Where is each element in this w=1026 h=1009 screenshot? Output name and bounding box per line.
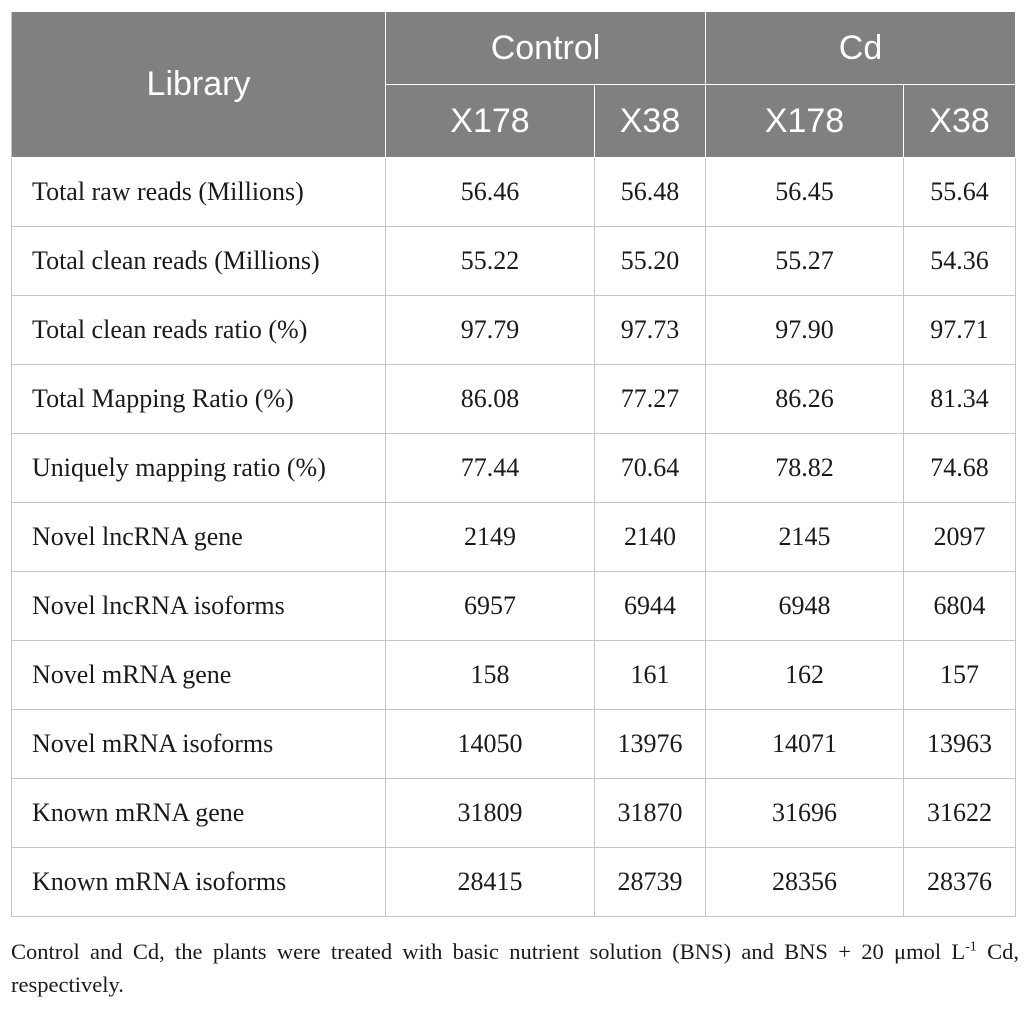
data-table [11, 11, 1016, 917]
table-cell: 55.20 [595, 227, 706, 296]
table-cell: 2140 [595, 503, 706, 572]
table-cell: 56.46 [386, 158, 595, 227]
table-cell: 2149 [386, 503, 595, 572]
table-cell: 28415 [386, 848, 595, 917]
table-cell: 77.27 [595, 365, 706, 434]
table-cell: 31809 [386, 779, 595, 848]
row-label: Uniquely mapping ratio (%) [12, 434, 386, 503]
table-cell: 161 [595, 641, 706, 710]
header-row-groups [12, 12, 1016, 85]
table-cell: 74.68 [904, 434, 1016, 503]
table-cell: 28739 [595, 848, 706, 917]
table-cell: 14050 [386, 710, 595, 779]
table-cell: 31870 [595, 779, 706, 848]
table-row [12, 710, 1016, 779]
table-cell: 28376 [904, 848, 1016, 917]
table-row [12, 158, 1016, 227]
table-cell: 55.64 [904, 158, 1016, 227]
row-label: Novel lncRNA gene [12, 503, 386, 572]
table-cell: 157 [904, 641, 1016, 710]
table-cell: 55.22 [386, 227, 595, 296]
table-cell: 13976 [595, 710, 706, 779]
header-control-x38: X38 [595, 85, 706, 158]
table-cell: 54.36 [904, 227, 1016, 296]
table-cell: 2097 [904, 503, 1016, 572]
table-row [12, 365, 1016, 434]
table-header [12, 12, 1016, 158]
table-cell: 162 [706, 641, 904, 710]
footnote-text: Control and Cd, the plants were treated with basic nutrient solution (BNS) and BNS + 20 μmol L [11, 939, 966, 964]
table-cell: 6944 [595, 572, 706, 641]
row-label: Total clean reads (Millions) [12, 227, 386, 296]
row-label: Total Mapping Ratio (%) [12, 365, 386, 434]
table-row [12, 434, 1016, 503]
table-cell: 86.08 [386, 365, 595, 434]
table-cell: 6957 [386, 572, 595, 641]
table-cell: 14071 [706, 710, 904, 779]
table-cell: 6804 [904, 572, 1016, 641]
table-row [12, 848, 1016, 917]
row-label: Novel lncRNA isoforms [12, 572, 386, 641]
row-label: Known mRNA gene [12, 779, 386, 848]
table-cell: 31696 [706, 779, 904, 848]
table-cell: 81.34 [904, 365, 1016, 434]
table-row [12, 296, 1016, 365]
table-footnote [11, 935, 1019, 1001]
table-cell: 86.26 [706, 365, 904, 434]
row-label: Novel mRNA isoforms [12, 710, 386, 779]
header-cd-x38: X38 [904, 85, 1016, 158]
row-label: Total clean reads ratio (%) [12, 296, 386, 365]
table-cell: 97.71 [904, 296, 1016, 365]
table-cell: 97.90 [706, 296, 904, 365]
table-cell: 13963 [904, 710, 1016, 779]
table-cell: 97.79 [386, 296, 595, 365]
table-cell: 70.64 [595, 434, 706, 503]
table-cell: 31622 [904, 779, 1016, 848]
table-cell: 56.48 [595, 158, 706, 227]
row-label: Novel mRNA gene [12, 641, 386, 710]
header-group-control: Control [386, 12, 706, 85]
table-cell: 97.73 [595, 296, 706, 365]
table-row [12, 779, 1016, 848]
table-body [12, 158, 1016, 917]
header-library: Library [12, 12, 386, 158]
row-label: Known mRNA isoforms [12, 848, 386, 917]
table-cell: 78.82 [706, 434, 904, 503]
table-cell: 2145 [706, 503, 904, 572]
table-cell: 77.44 [386, 434, 595, 503]
table-row [12, 227, 1016, 296]
header-group-cd: Cd [706, 12, 1016, 85]
table-row [12, 641, 1016, 710]
table-row [12, 572, 1016, 641]
table-row [12, 503, 1016, 572]
footnote-text-end: Cd, respectively. [11, 939, 1019, 997]
row-label: Total raw reads (Millions) [12, 158, 386, 227]
table-cell: 28356 [706, 848, 904, 917]
header-control-x178: X178 [386, 85, 595, 158]
table-cell: 158 [386, 641, 595, 710]
table-cell: 56.45 [706, 158, 904, 227]
table-cell: 55.27 [706, 227, 904, 296]
table-cell: 6948 [706, 572, 904, 641]
header-cd-x178: X178 [706, 85, 904, 158]
footnote-superscript: -1 [965, 939, 977, 955]
